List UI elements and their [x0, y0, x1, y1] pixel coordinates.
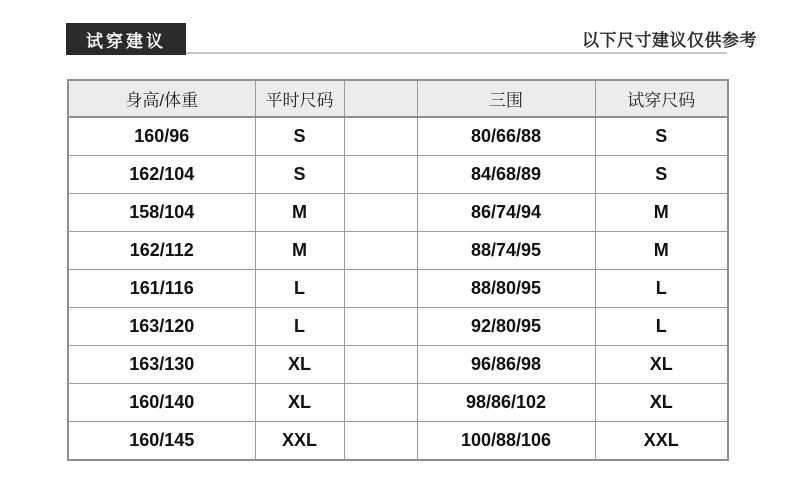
table-cell: S — [255, 117, 344, 156]
table-cell: XXL — [595, 422, 728, 461]
column-header-measurements: 三围 — [417, 80, 595, 117]
table-cell: 162/112 — [68, 232, 255, 270]
table-row — [68, 346, 728, 384]
table-row — [68, 422, 728, 461]
table-cell: L — [595, 270, 728, 308]
table-cell — [344, 270, 417, 308]
table-cell: L — [255, 270, 344, 308]
table-cell: 92/80/95 — [417, 308, 595, 346]
table-row — [68, 308, 728, 346]
table-cell: 160/96 — [68, 117, 255, 156]
table-cell: L — [595, 308, 728, 346]
table-cell: 160/140 — [68, 384, 255, 422]
table-cell: 163/130 — [68, 346, 255, 384]
table-cell — [344, 194, 417, 232]
table-row — [68, 270, 728, 308]
section-title-badge: 试穿建议 — [66, 23, 186, 55]
table-cell: 163/120 — [68, 308, 255, 346]
table-cell: 98/86/102 — [417, 384, 595, 422]
table-cell — [344, 308, 417, 346]
table-cell: XL — [595, 346, 728, 384]
column-header-usual-size: 平时尺码 — [255, 80, 344, 117]
table-cell: L — [255, 308, 344, 346]
table-cell: 160/145 — [68, 422, 255, 461]
table-row — [68, 232, 728, 270]
table-cell: 161/116 — [68, 270, 255, 308]
table-row — [68, 156, 728, 194]
table-cell — [344, 117, 417, 156]
size-disclaimer-note: 以下尺寸建议仅供参考 — [582, 31, 757, 50]
table-cell — [344, 232, 417, 270]
table-cell: M — [255, 194, 344, 232]
table-row — [68, 384, 728, 422]
size-recommendation-table — [67, 79, 729, 461]
table-cell: XL — [595, 384, 728, 422]
column-header-spacer — [344, 80, 417, 117]
table-cell — [344, 346, 417, 384]
table-cell — [344, 384, 417, 422]
table-cell: 158/104 — [68, 194, 255, 232]
column-header-tryon-size: 试穿尺码 — [595, 80, 728, 117]
table-cell — [344, 422, 417, 461]
table-cell: S — [255, 156, 344, 194]
table-cell: M — [595, 194, 728, 232]
table-header-row — [68, 80, 728, 117]
table-cell: S — [595, 156, 728, 194]
table-cell: 88/74/95 — [417, 232, 595, 270]
table-cell: XL — [255, 384, 344, 422]
table-row — [68, 194, 728, 232]
table-cell: 86/74/94 — [417, 194, 595, 232]
table-row — [68, 117, 728, 156]
table-cell: XL — [255, 346, 344, 384]
column-header-height-weight: 身高/体重 — [68, 80, 255, 117]
table-cell: 80/66/88 — [417, 117, 595, 156]
table-body — [68, 117, 728, 460]
table-cell: 162/104 — [68, 156, 255, 194]
table-cell: 96/86/98 — [417, 346, 595, 384]
table-cell: 88/80/95 — [417, 270, 595, 308]
table-cell: M — [255, 232, 344, 270]
table-cell: XXL — [255, 422, 344, 461]
table-cell: 100/88/106 — [417, 422, 595, 461]
table-cell: 84/68/89 — [417, 156, 595, 194]
table-cell: M — [595, 232, 728, 270]
table-cell — [344, 156, 417, 194]
table-cell: S — [595, 117, 728, 156]
